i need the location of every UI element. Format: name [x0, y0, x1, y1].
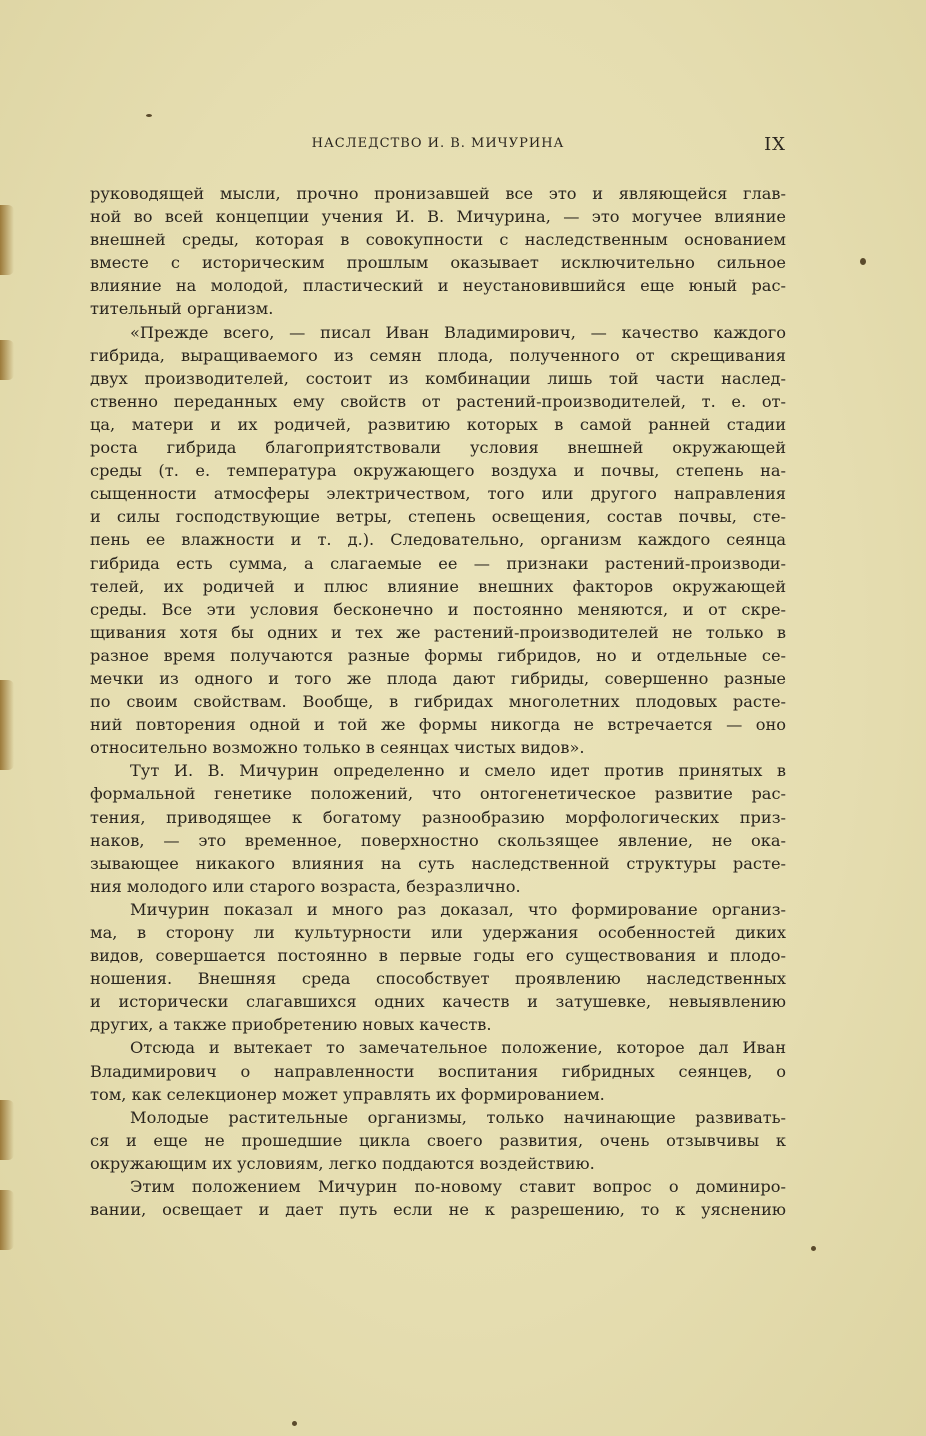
text-line: тения, приводящее к богатому разнообразию морфологических приз-: [90, 807, 786, 827]
text-line: гибрида, выращиваемого из семян плода, полученного от скрещивания: [90, 345, 786, 365]
text-line: влияние на молодой, пластический и неустановившийся еще юный рас-: [90, 276, 786, 296]
text-line: и исторически слагавшихся одних качеств и затушевке, невыявлению: [90, 992, 786, 1012]
text-line: Молодые растительные организмы, только начинающие развивать-: [130, 1107, 786, 1127]
edge-stain: [0, 205, 14, 275]
text-line: наков, — это временное, поверхностно скользящее явление, не ока-: [90, 830, 786, 850]
text-line: ной во всей концепции учения И. В. Мичурина, — это могучее влияние: [90, 207, 786, 227]
text-line: «Прежде всего, — писал Иван Владимирович, — качество каждого: [130, 322, 786, 342]
text-line: среды. Все эти условия бесконечно и постоянно меняются, и от скре-: [90, 599, 786, 619]
text-line: видов, совершается постоянно в первые годы его существования и плодо-: [90, 946, 786, 966]
body-text: [90, 182, 786, 1221]
running-title: НАСЛЕДСТВО И. В. МИЧУРИНА: [311, 136, 565, 151]
text-line: вместе с историческим прошлым оказывает исключительно сильное: [90, 253, 786, 273]
ink-speck: [292, 1421, 297, 1426]
text-line: внешней среды, которая в совокупности с наследственным основанием: [90, 230, 786, 250]
page-number: IX: [764, 134, 786, 155]
text-line: сыщенности атмосферы электричеством, того или другого направления: [90, 484, 786, 504]
text-line: том, как селекционер может управлять их формированием.: [90, 1084, 605, 1104]
text-line: мечки из одного и того же плода дают гибриды, совершенно разные: [90, 668, 786, 688]
text-line: относительно возможно только в сеянцах чистых видов».: [90, 738, 585, 758]
text-line: ственно переданных ему свойств от растений-производителей, т. е. от-: [90, 391, 786, 411]
text-line: щивания хотя бы одних и тех же растений-производителей не только в: [90, 622, 786, 642]
text-line: пень ее влажности и т. д.). Следовательно, организм каждого сеянца: [90, 530, 786, 550]
text-line: телей, их родичей и плюс влияние внешних факторов окружающей: [90, 576, 786, 596]
text-line: Владимирович о направленности воспитания гибридных сеянцев, о: [90, 1061, 786, 1081]
edge-stain: [0, 680, 14, 770]
text-line: Этим положением Мичурин по-новому ставит вопрос о доминиро-: [130, 1177, 786, 1197]
text-line: и силы господствующие ветры, степень освещения, состав почвы, сте-: [90, 507, 786, 527]
text-line: ся и еще не прошедшие цикла своего развития, очень отзывчивы к: [90, 1130, 786, 1150]
text-line: ний повторения одной и той же формы никогда не встречается — оно: [90, 715, 786, 735]
ink-speck: [860, 258, 866, 265]
text-line: по своим свойствам. Вообще, в гибридах многолетних плодовых расте-: [90, 692, 786, 712]
ink-speck: [811, 1246, 816, 1251]
page-header: [90, 136, 786, 158]
text-line: формальной генетике положений, что онтогенетическое развитие рас-: [90, 784, 786, 804]
text-line: ношения. Внешняя среда способствует проявлению наследственных: [90, 969, 786, 989]
text-line: двух производителей, состоит из комбинации лишь той части наслед-: [90, 368, 786, 388]
text-line: вании, освещает и дает путь если не к разрешению, то к уяснению: [90, 1200, 786, 1220]
text-line: среды (т. е. температура окружающего воздуха и почвы, степень на-: [90, 461, 786, 481]
text-line: зывающее никакого влияния на суть наследственной структуры расте-: [90, 853, 786, 873]
text-line: ния молодого или старого возраста, безразлично.: [90, 876, 521, 896]
text-line: ма, в сторону ли культурности или удержания особенностей диких: [90, 923, 786, 942]
text-line: окружающим их условиям, легко поддаются воздействию.: [90, 1153, 595, 1173]
edge-stain: [0, 1190, 14, 1250]
text-line: других, а также приобретению новых качеств.: [90, 1015, 492, 1035]
edge-stain: [0, 1100, 14, 1160]
text-line: Мичурин показал и много раз доказал, что формирование организ-: [130, 899, 786, 919]
text-line: Тут И. В. Мичурин определенно и смело идет против принятых в: [130, 761, 786, 781]
text-line: тительный организм.: [90, 299, 274, 319]
ink-speck: [146, 114, 152, 117]
text-line: гибрида есть сумма, а слагаемые ее — признаки растений-производи-: [90, 553, 786, 573]
text-line: разное время получаются разные формы гибридов, но и отдельные се-: [90, 645, 786, 665]
text-line: руководящей мысли, прочно пронизавшей все это и являющейся глав-: [90, 184, 786, 203]
text-line: роста гибрида благоприятствовали условия внешней окружающей: [90, 438, 786, 458]
text-line: Отсюда и вытекает то замечательное положение, которое дал Иван: [130, 1038, 786, 1058]
text-line: ца, матери и их родичей, развитию которых в самой ранней стадии: [90, 414, 786, 434]
edge-stain: [0, 340, 14, 380]
